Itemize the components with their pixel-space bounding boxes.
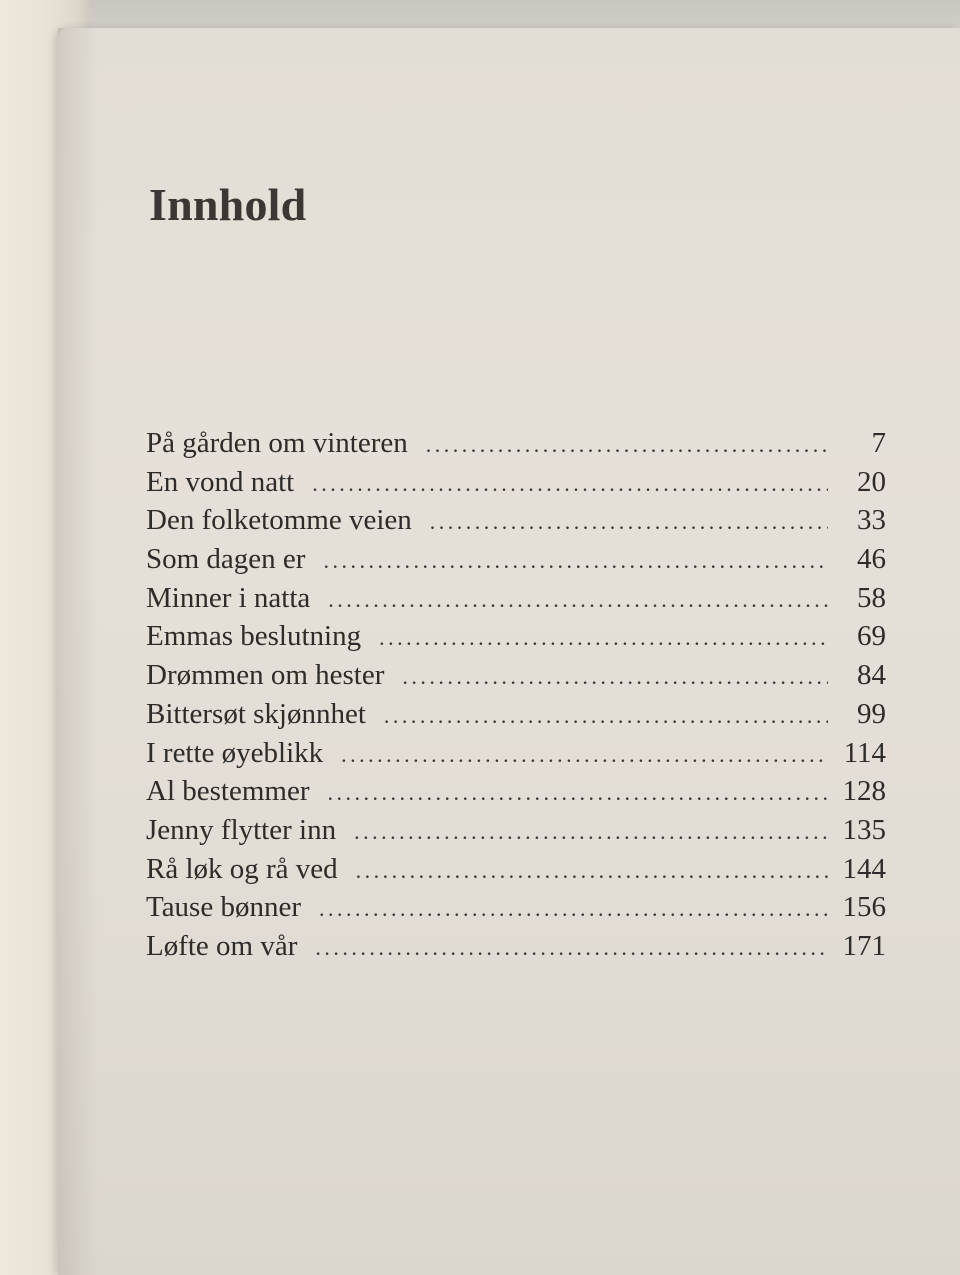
toc-entry-page: 58 bbox=[857, 581, 886, 614]
toc-leader-dots bbox=[319, 896, 828, 922]
toc-leader-dots bbox=[356, 858, 828, 884]
toc-entry-page: 128 bbox=[842, 775, 886, 808]
page-gutter-shadow bbox=[58, 28, 98, 1275]
toc-entry-page: 7 bbox=[871, 427, 886, 459]
toc-entry-title: Den folketomme veien bbox=[146, 504, 412, 537]
toc-entry-title: Som dagen er bbox=[146, 543, 306, 576]
toc-entry bbox=[146, 543, 886, 582]
toc-entry-page: 135 bbox=[842, 813, 886, 846]
toc-entry bbox=[146, 737, 886, 776]
toc-entry-page: 99 bbox=[857, 697, 886, 730]
toc-entry bbox=[146, 427, 886, 466]
toc-entry-title: Minner i natta bbox=[146, 581, 311, 614]
toc-entry-page: 156 bbox=[842, 891, 886, 924]
toc-entry bbox=[146, 814, 886, 853]
toc-entry bbox=[146, 659, 886, 698]
toc-entry-title: Emmas beslutning bbox=[146, 620, 362, 653]
toc-leader-dots bbox=[430, 509, 828, 535]
toc-entry bbox=[146, 891, 886, 930]
toc-leader-dots bbox=[379, 625, 828, 651]
toc-entry bbox=[146, 466, 886, 505]
table-of-contents bbox=[146, 427, 886, 969]
toc-entry bbox=[146, 775, 886, 814]
toc-entry bbox=[146, 620, 886, 659]
toc-entry-title: Rå løk og rå ved bbox=[146, 852, 338, 885]
toc-entry-page: 171 bbox=[842, 929, 886, 962]
toc-leader-dots bbox=[354, 819, 828, 845]
toc-entry-page: 46 bbox=[857, 543, 886, 576]
toc-leader-dots bbox=[426, 432, 828, 458]
toc-leader-dots bbox=[341, 742, 828, 768]
toc-entry-title: En vond natt bbox=[146, 465, 295, 498]
toc-leader-dots bbox=[315, 935, 828, 961]
toc-entry bbox=[146, 930, 886, 969]
toc-entry-title: Jenny flytter inn bbox=[146, 813, 337, 846]
toc-entry-page: 84 bbox=[857, 659, 886, 692]
toc-entry-title: Tause bønner bbox=[146, 891, 301, 924]
toc-entry-title: Drømmen om hester bbox=[146, 659, 385, 692]
toc-entry bbox=[146, 853, 886, 892]
toc-entry-title: Al bestemmer bbox=[146, 775, 310, 808]
toc-leader-dots bbox=[327, 780, 828, 806]
toc-entry-title: Løfte om vår bbox=[146, 929, 298, 962]
toc-entry bbox=[146, 504, 886, 543]
toc-leader-dots bbox=[312, 471, 828, 497]
toc-entry-title: Bittersøt skjønnhet bbox=[146, 697, 366, 730]
toc-entry bbox=[146, 582, 886, 621]
toc-entry-page: 69 bbox=[857, 620, 886, 653]
toc-leader-dots bbox=[328, 587, 828, 613]
toc-entry-page: 114 bbox=[843, 736, 886, 769]
page-title: Innhold bbox=[149, 179, 307, 230]
toc-entry-page: 20 bbox=[857, 465, 886, 498]
toc-leader-dots bbox=[384, 703, 828, 729]
toc-entry bbox=[146, 698, 886, 737]
toc-leader-dots bbox=[402, 664, 828, 690]
toc-entry-page: 33 bbox=[857, 504, 886, 537]
toc-leader-dots bbox=[323, 548, 828, 574]
toc-entry-page: 144 bbox=[842, 852, 886, 885]
toc-entry-title: I rette øyeblikk bbox=[146, 736, 324, 769]
toc-entry-title: På gården om vinteren bbox=[146, 427, 408, 459]
